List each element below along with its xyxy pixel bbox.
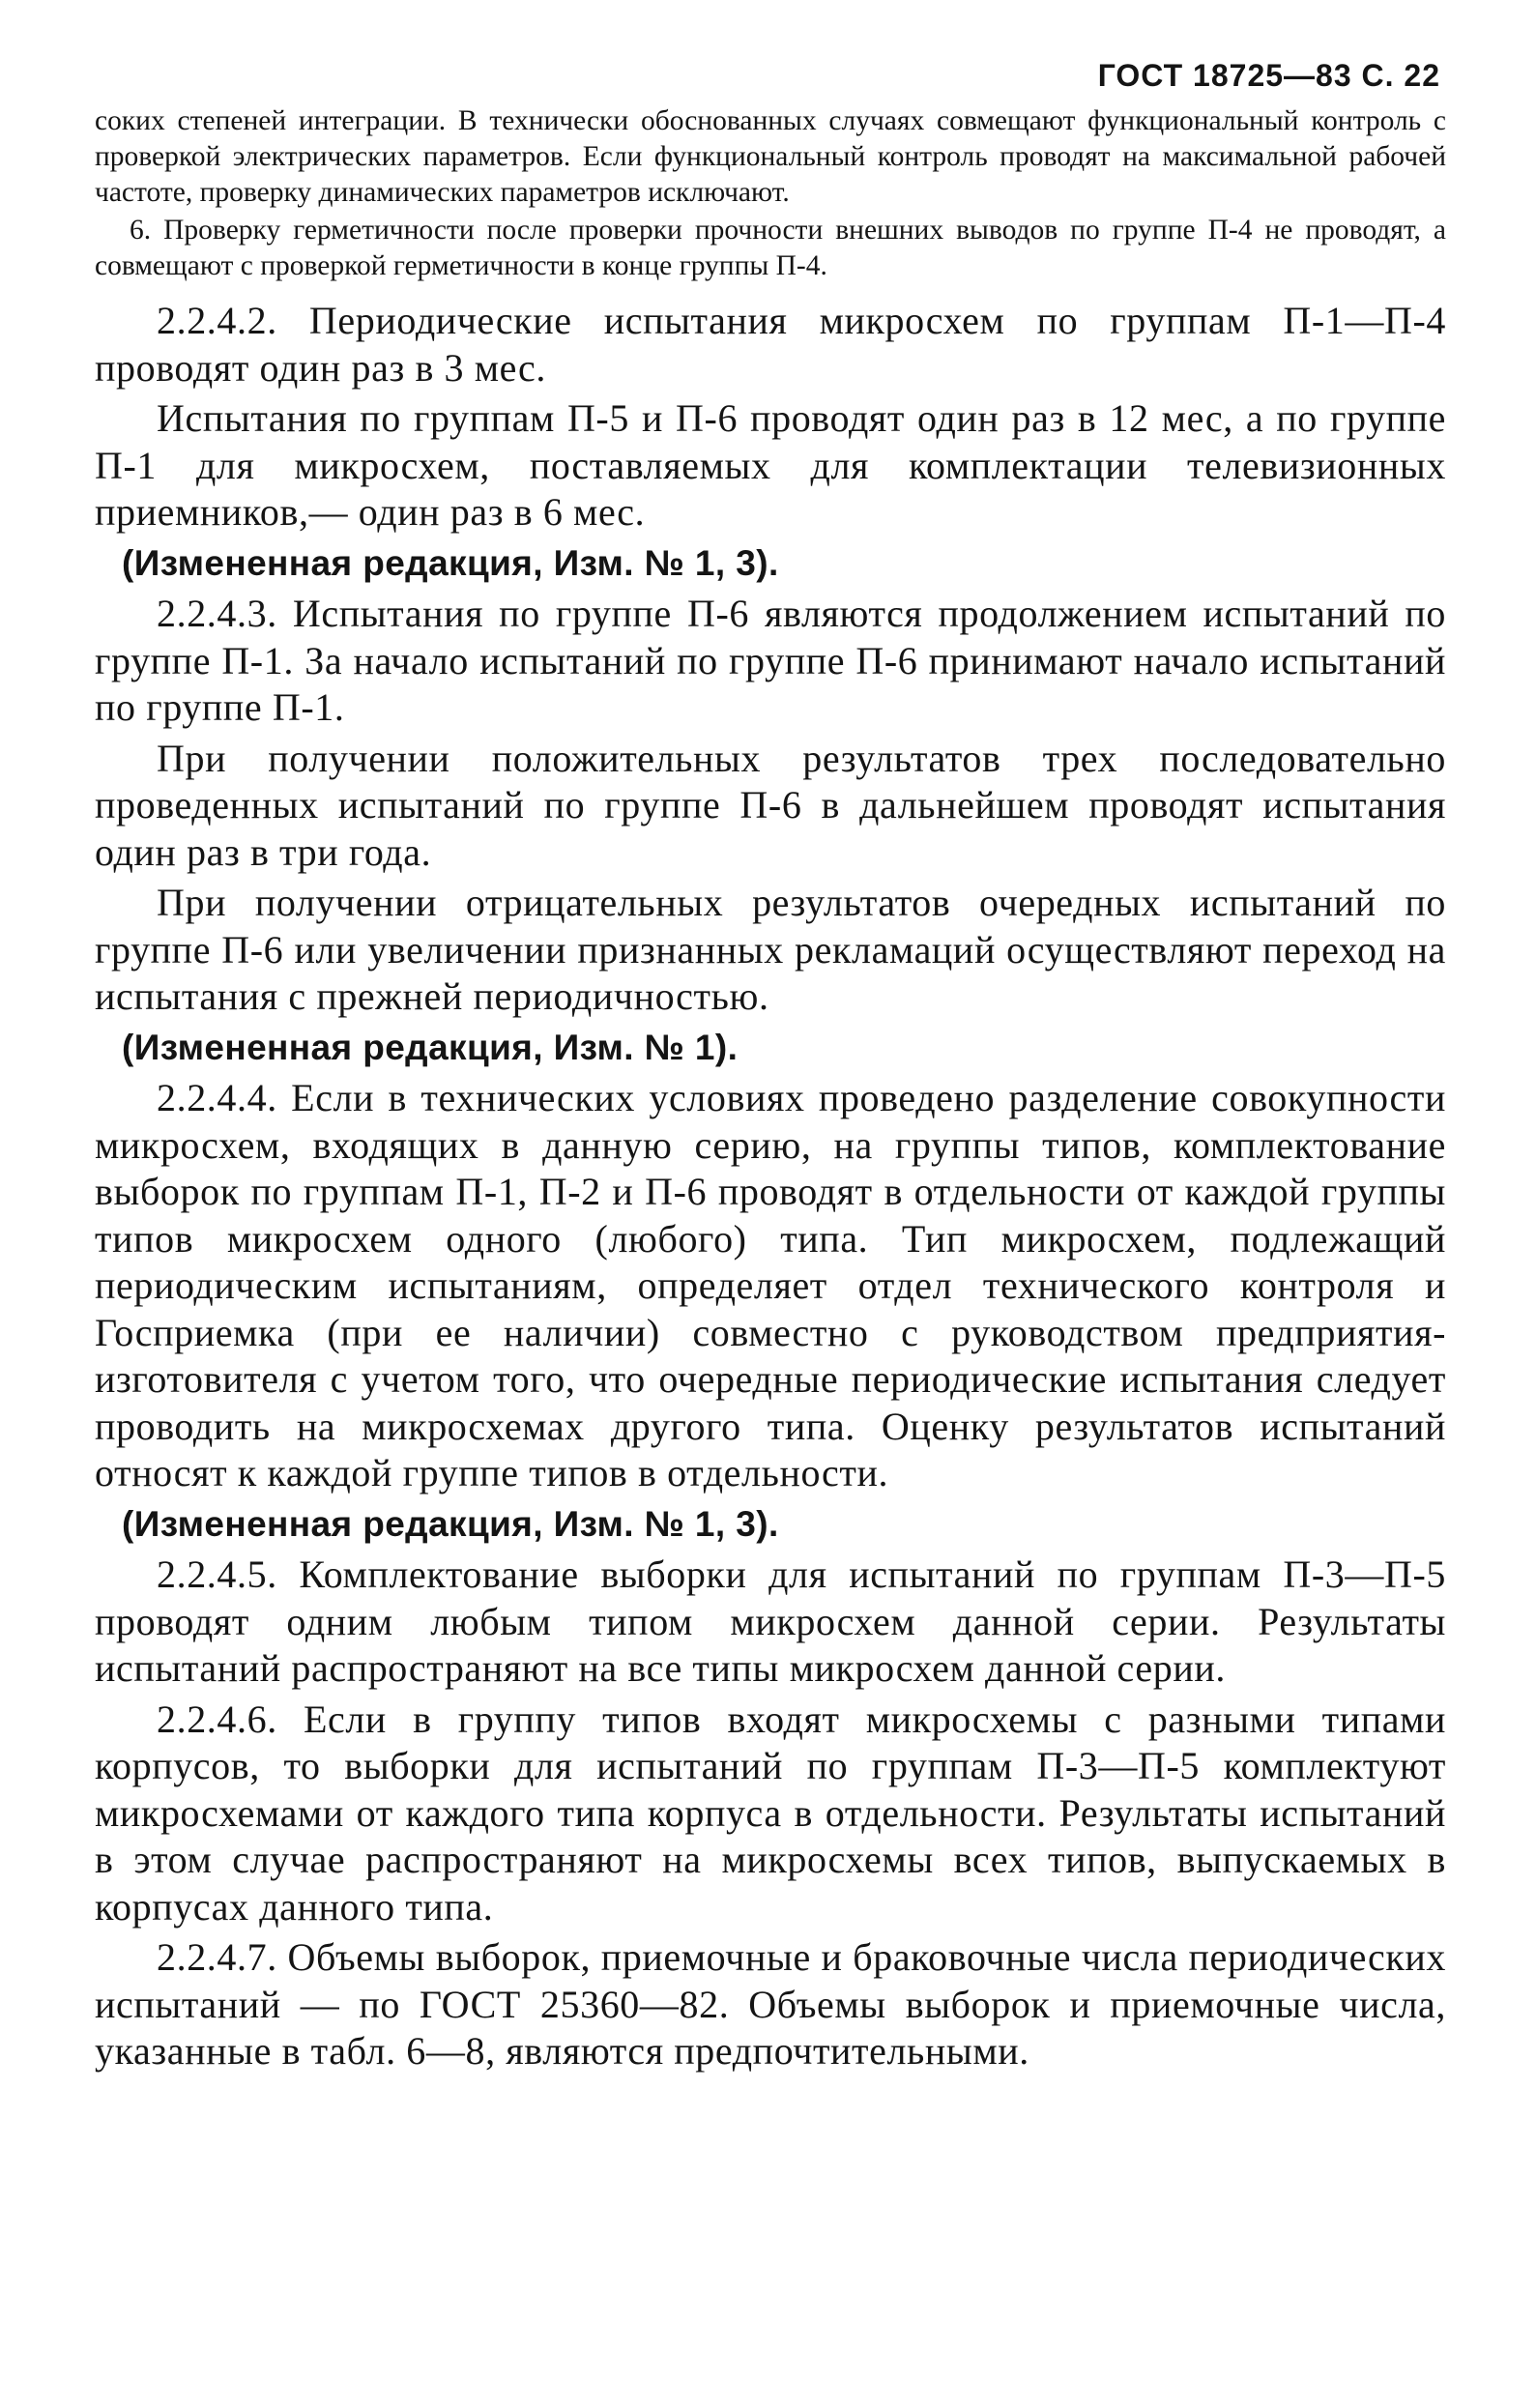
clause-2-2-4-2-continued: Испытания по группам П-5 и П-6 проводят один раз в 12 мес, а по группе П-1 для микросхем, поставляемых для комплектации телевизионных приемников,— один раз в 6 мес. (95, 396, 1446, 534)
clause-2-2-4-7: 2.2.4.7. Объемы выборок, приемочные и браковочные числа периодических испытаний — по ГОСТ 25360—82. Объемы выборок и приемочные числа, указанные в табл. 6—8, являются предпочтительными. (95, 1935, 1446, 2073)
amendment-note: (Измененная редакция, Изм. № 1, 3). (122, 1503, 779, 1544)
footnote-item-6: 6. Проверку герметичности после проверки прочности внешних выводов по группе П-4 не проводят, а совмещают с проверкой герметичности в конце группы П-4. (95, 215, 1446, 281)
footnote-block (95, 103, 1446, 284)
clause-2-2-4-3-negative: При получении отрицательных результатов очередных испытаний по группе П-6 или увеличении признанных рекламаций осуществляют переход на испытания с прежней периодичностью. (95, 881, 1446, 1018)
amendment-note: (Измененная редакция, Изм. № 1, 3). (122, 542, 779, 583)
main-text (95, 298, 1446, 2075)
clause-2-2-4-5: 2.2.4.5. Комплектование выборки для испытаний по группам П-3—П-5 проводят одним любым типом микросхем данной серии. Результаты испытаний распространяют на все типы микросхем данной серии. (95, 1552, 1446, 1690)
clause-2-2-4-3-positive: При получении положительных результатов трех последовательно проведенных испытаний по группе П-6 в дальнейшем проводят испытания один раз в три года. (95, 736, 1446, 874)
clause-2-2-4-3: 2.2.4.3. Испытания по группе П-6 являются продолжением испытаний по группе П-1. За начало испытаний по группе П-6 принимают начало испытаний по группе П-1. (95, 592, 1446, 729)
amendment-note: (Измененная редакция, Изм. № 1). (122, 1027, 739, 1067)
document-page (95, 58, 1446, 2079)
clause-2-2-4-2: 2.2.4.2. Периодические испытания микросхем по группам П-1—П-4 проводят один раз в 3 мес. (95, 299, 1446, 390)
clause-2-2-4-6: 2.2.4.6. Если в группу типов входят микросхемы с разными типами корпусов, то выборки для испытаний по группам П-3—П-5 комплектуют микросхемами от каждого типа корпуса в отдельности. Результаты испытаний в этом случае распространяют на микросхемы всех типов, выпускаемых в корпусах данного типа. (95, 1697, 1446, 1929)
footnote-continuation: соких степеней интеграции. В технически обоснованных случаях совмещают функциональный контроль с проверкой электрических параметров. Если функциональный контроль проводят на максимальной рабочей частоте, проверку динамических параметров исключают. (95, 105, 1446, 208)
clause-2-2-4-4: 2.2.4.4. Если в технических условиях проведено разделение совокупности микросхем, входящих в данную серию, на группы типов, комплектование выборок по группам П-1, П-2 и П-6 проводят в отдельности от каждой группы типов микросхем одного (любого) типа. Тип микросхем, подлежащий периодическим испытаниям, определяет отдел технического контроля и Госприемка (при ее наличии) совместно с руководством предприятия-изготовителя с учетом того, что очередные периодические испытания следует проводить на микросхемах другого типа. Оценку результатов испытаний относят к каждой группе типов в отдельности. (95, 1076, 1446, 1494)
running-header: ГОСТ 18725—83 С. 22 (1097, 58, 1440, 93)
